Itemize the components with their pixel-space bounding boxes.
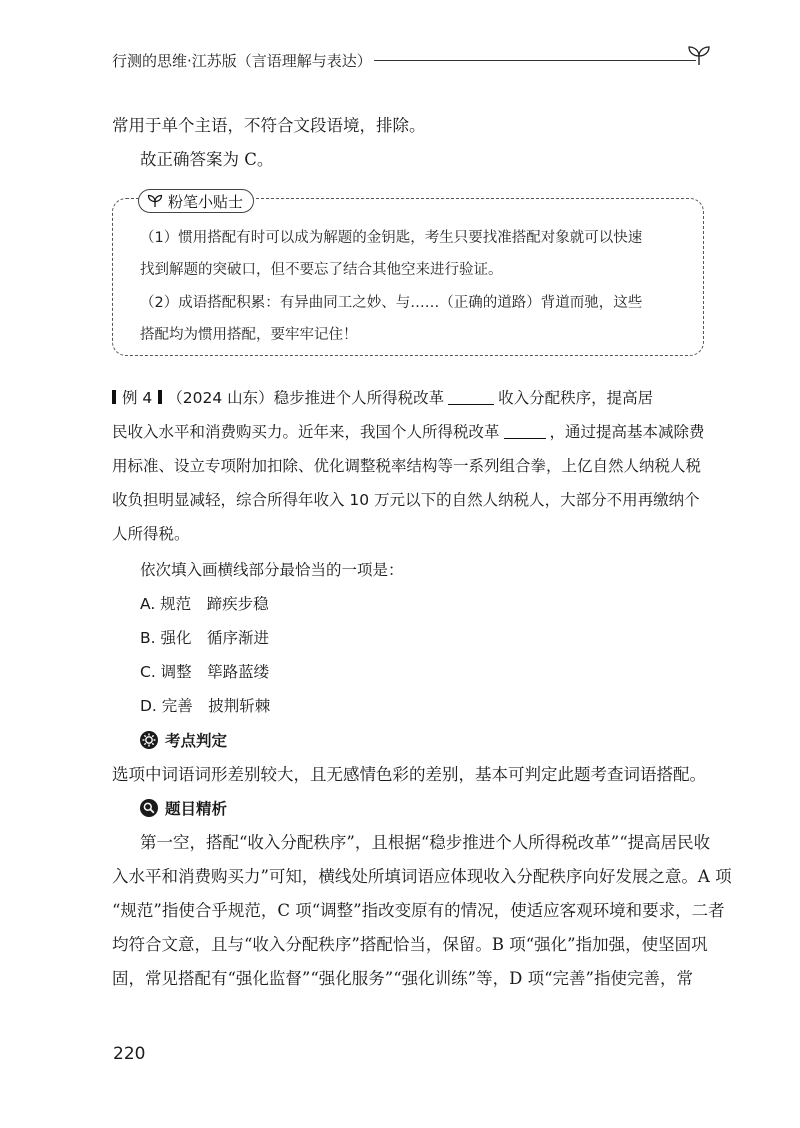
example-marker-left (112, 390, 116, 404)
option-a: A. 规范 蹄疾步稳 (140, 595, 269, 613)
option-c: C. 调整 筚路蓝缕 (140, 663, 270, 681)
fill-blank-2 (504, 424, 546, 439)
magnifier-icon (140, 799, 158, 817)
question-prompt: 依次填入画横线部分最恰当的一项是： (140, 561, 404, 579)
example-text: ，通过提高基本减除费 (549, 423, 705, 441)
example-source: （2024 山东） (167, 389, 274, 407)
analysis-line: 入水平和消费购买力”可知，横线处所填词语应体现收入分配秩序向好发展之意。A 项 (112, 867, 732, 886)
sprout-icon (686, 44, 712, 66)
example-line (112, 388, 653, 408)
kaodian-title: 考点判定 (165, 732, 228, 750)
tip-line: 找到解题的突破口，但不要忘了结合其他空来进行验证。 (140, 262, 503, 278)
tip-title: 粉笔小贴士 (168, 192, 244, 211)
analysis-heading (140, 797, 227, 819)
option-b: B. 强化 循序渐进 (140, 629, 269, 647)
analysis-line: 固，常见搭配有“强化监督”“强化服务”“强化训练”等，D 项“完善”指使完善，常 (112, 969, 693, 988)
example-label: 例 4 (122, 389, 153, 407)
example-text: 民收入水平和消费购买力。近年来，我国个人所得税改革 (112, 423, 500, 441)
tip-line: （2）成语搭配积累：有异曲同工之妙、与……（正确的道路）背道而驰，这些 (140, 295, 643, 311)
kaodian-heading (140, 729, 227, 751)
prev-answer-conclusion: 故正确答案为 C。 (140, 150, 274, 169)
running-header (112, 44, 712, 74)
kaodian-text: 选项中词语词形差别较大，且无感情色彩的差别，基本可判定此题考查词语搭配。 (112, 765, 706, 784)
example-line: 收负担明显减轻，综合所得年收入 10 万元以下的自然人纳税人，大部分不用再缴纳个 (112, 491, 700, 509)
tip-tag (138, 189, 254, 213)
example-marker-right (158, 390, 162, 404)
example-text: 稳步推进个人所得税改革 (273, 389, 445, 407)
option-d: D. 完善 披荆斩棘 (140, 697, 271, 715)
fill-blank-1 (448, 390, 494, 405)
analysis-line: 均符合文意，且与“收入分配秩序”搭配恰当，保留。B 项“强化”指加强，使坚固巩 (112, 935, 708, 954)
gear-icon (140, 731, 158, 749)
analysis-line: “规范”指使合乎规范，C 项“调整”指改变原有的情况，使适应客观环境和要求，二者 (112, 901, 725, 920)
tip-line: 搭配均为惯用搭配，要牢牢记住！ (140, 327, 358, 343)
example-line: 人所得税。 (112, 525, 190, 543)
header-title: 行测的思维·江苏版（言语理解与表达） (112, 52, 372, 70)
page-number: 220 (113, 1044, 146, 1064)
analysis-line: 第一空，搭配“收入分配秩序”，且根据“稳步推进个人所得税改革”“提高居民收 (140, 833, 711, 852)
sprout-icon (147, 194, 163, 208)
example-line (112, 422, 705, 442)
analysis-title: 题目精析 (165, 800, 228, 818)
tip-line: （1）惯用搭配有时可以成为解题的金钥匙，考生只要找准搭配对象就可以快速 (140, 230, 643, 246)
example-text: 收入分配秩序，提高居 (498, 389, 654, 407)
prev-answer-line: 常用于单个主语，不符合文段语境，排除。 (112, 116, 426, 135)
header-rule (374, 60, 696, 61)
example-line: 用标准、设立专项附加扣除、优化调整税率结构等一系列组合拳，上亿自然人纳税人税 (112, 457, 702, 475)
